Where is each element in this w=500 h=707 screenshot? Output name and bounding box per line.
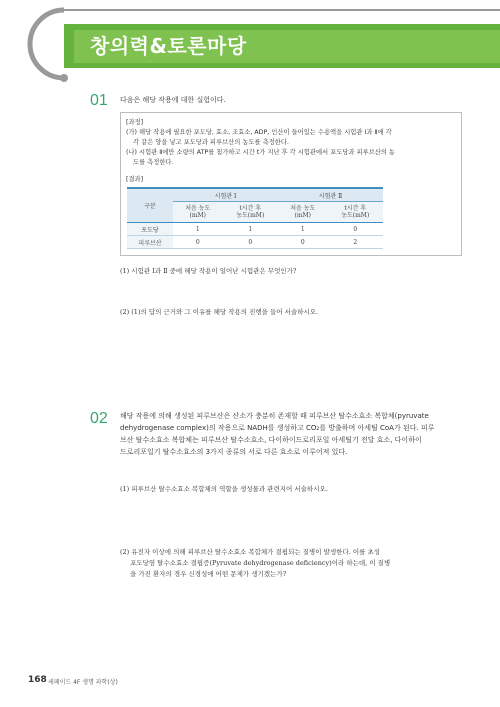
question-2-line: 해당 작용에 의해 생성된 피루브산은 산소가 충분히 존재할 때 피루브산 탈수소효소 복합체(pyruvate	[120, 412, 429, 420]
table-corner: 구분	[127, 188, 173, 223]
table-cell: 0	[328, 223, 384, 236]
question-2-sub-2-line: 을 가진 환자의 경우 신경성에 어떤 문제가 생기겠는가?	[130, 570, 287, 578]
question-1-sub-2: (2) (1)의 답의 근거와 그 이유를 해당 작용의 진행을 들어 서술하시오.	[120, 308, 319, 316]
row-label: 피루브산	[127, 236, 173, 249]
procedure-title: [과정]	[126, 119, 144, 126]
question-2-line: 브산 탈수소효소 복합체는 피루브산 탈수소효소, 다이하이드로리포일 아세틸기 전달 효소, 다이하이	[120, 436, 422, 444]
table-cell: 0	[223, 236, 278, 249]
subheader-line: t시간 후	[239, 205, 262, 212]
question-2-number: 02	[90, 410, 108, 427]
page-title: 창의력&토론마당	[90, 34, 247, 58]
procedure-line: 각 같은 양을 넣고 포도당과 피루브산의 농도를 측정한다.	[133, 139, 289, 146]
table-row	[127, 223, 383, 236]
row-label: 포도당	[127, 223, 173, 236]
subheader-line: (mM)	[294, 212, 311, 219]
question-2-sub-2-line: 포도당염 탈수소효소 결핍증(Pyruvate dehydrogenase deficiency)이라 하는데, 이 질병	[130, 559, 391, 567]
question-1-number: 01	[90, 92, 108, 109]
result-table	[127, 187, 383, 249]
question-2-sub-1: (1) 피루브산 탈수소효소 복합체의 역할을 생성물과 관련지어 서술하시오.	[120, 485, 328, 493]
table-cell: 2	[328, 236, 384, 249]
table-group-header: 시험관 Ⅰ	[173, 188, 278, 202]
page-number: 168	[28, 675, 47, 685]
subheader-line: 농도(mM)	[341, 212, 370, 219]
question-2-line: 드로리포일기 탈수소효소의 3가지 종류의 서로 다른 효소로 이루어져 있다.	[120, 448, 348, 456]
table-cell: 0	[173, 236, 223, 249]
table-cell: 0	[278, 236, 328, 249]
subheader-line: (mM)	[189, 212, 207, 219]
table-cell: 1	[278, 223, 328, 236]
table-cell: 1	[223, 223, 278, 236]
table-subheader	[278, 202, 328, 223]
procedure-line: 도를 측정한다.	[133, 159, 174, 166]
subheader-line: 농도(mM)	[236, 212, 265, 219]
table-cell: 1	[173, 223, 223, 236]
procedure-line: (나) 시험관 Ⅱ에만 소량의 ATP를 첨가하고 시간 t가 지난 후 각 시험관에서 포도당과 피루브산의 농	[126, 149, 395, 156]
table-subheader	[173, 202, 223, 223]
subheader-line: 처음 농도	[290, 205, 316, 212]
subheader-line: t시간 후	[344, 205, 367, 212]
question-1-sub-1: (1) 시험관 Ⅰ과 Ⅱ 중에 해당 작용이 일어난 시험관은 무엇인가?	[120, 267, 297, 275]
procedure-line: (가) 해당 작용에 필요한 포도당, 효소, 조효소, ADP, 인산이 들어있는 수용액을 시험관 Ⅰ과 Ⅱ에 각	[126, 129, 392, 136]
question-2-line: dehydrogenase complex)의 작용으로 NADH를 생성하고 CO₂를 방출하며 아세틸 CoA가 된다. 피루	[120, 424, 435, 432]
footer-book-title: 세페이드 4F 생명 과학(상)	[48, 679, 118, 686]
result-title: [결과]	[126, 176, 144, 183]
experiment-box	[120, 112, 462, 256]
table-subheader	[328, 202, 384, 223]
table-row	[127, 236, 383, 249]
table-subheader	[223, 202, 278, 223]
question-1-intro: 다음은 해당 작용에 대한 실험이다.	[120, 96, 226, 104]
question-2-sub-2-line: (2) 유전자 이상에 의해 피루브산 탈수소효소 복합체가 결핍되는 질병이 발생한다. 이를 초성	[120, 548, 381, 556]
table-group-header: 시험관 Ⅱ	[278, 188, 383, 202]
subheader-line: 처음 농도	[185, 205, 211, 212]
